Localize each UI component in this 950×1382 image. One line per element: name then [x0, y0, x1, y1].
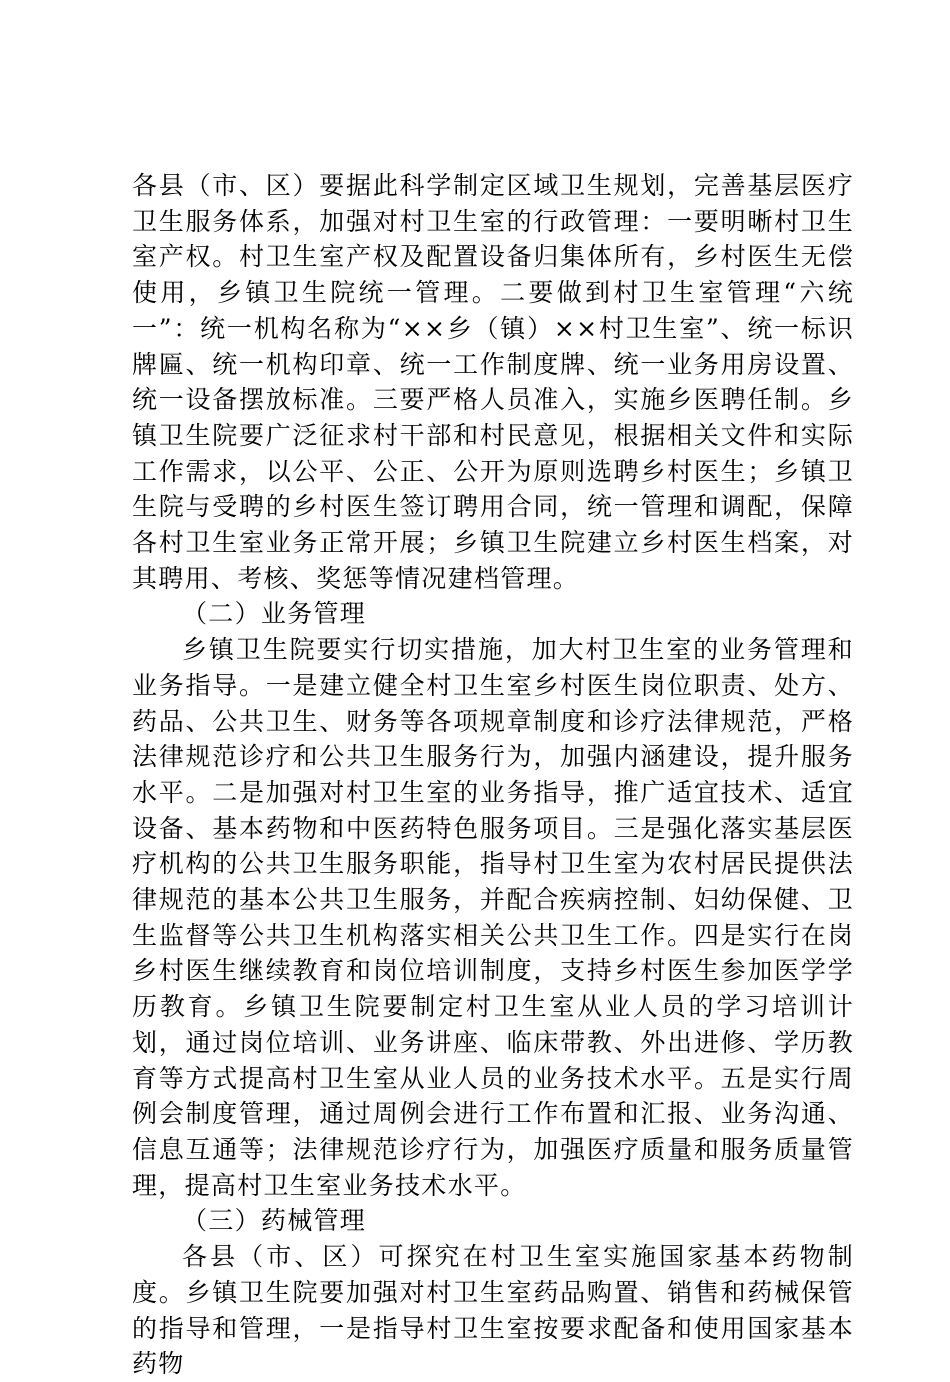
paragraph-business-management: 乡镇卫生院要实行切实措施，加大村卫生室的业务管理和业务指导。一是建立健全村卫生室乡村医生岗位职责、处方、药品、公共卫生、财务等各项规章制度和诊疗法律规范，严格法律规范诊疗和公共卫生服务行为，加强内涵建设，提升服务水平。二是加强对村卫生室的业务指导，推广适宜技术、适宜设备、基本药物和中医药特色服务项目。三是强化落实基层医疗机构的公共卫生服务职能，指导村卫生室为农村居民提供法律规范的基本公共卫生服务，并配合疾病控制、妇幼保健、卫生监督等公共卫生机构落实相关公共卫生工作。四是实行在岗乡村医生继续教育和岗位培训制度，支持乡村医生参加医学学历教育。乡镇卫生院要制定村卫生室从业人员的学习培训计划，通过岗位培训、业务讲座、临床带教、外出进修、学历教育等方式提高村卫生室从业人员的业务技术水平。五是实行周例会制度管理，通过周例会进行工作布置和汇报、业务沟通、信息互通等；法律规范诊疗行为，加强医疗质量和服务质量管理，提高村卫生室业务技术水平。	[132, 635, 854, 1200]
paragraph-drug-equipment-management: 各县（市、区）可探究在村卫生室实施国家基本药物制度。乡镇卫生院要加强对村卫生室药品购置、销售和药械保管的指导和管理，一是指导村卫生室按要求配备和使用国家基本药物	[132, 1242, 854, 1379]
section-heading-drug-equipment-management: （三）药械管理	[182, 1206, 367, 1236]
document-body	[132, 168, 854, 1382]
paragraph-village-clinic-administration: 各县（市、区）要据此科学制定区域卫生规划，完善基层医疗卫生服务体系，加强对村卫生室的行政管理：一要明晰村卫生室产权。村卫生室产权及配置设备归集体所有，乡村医生无偿使用，乡镇卫生院统一管理。二要做到村卫生室管理“六统一”：统一机构名称为“××乡（镇）××村卫生室”、统一标识牌匾、统一机构印章、统一工作制度牌、统一业务用房设置、统一设备摆放标准。三要严格人员准入，实施乡医聘任制。乡镇卫生院要广泛征求村干部和村民意见，根据相关文件和实际工作需求，以公平、公正、公开为原则选聘乡村医生；乡镇卫生院与受聘的乡村医生签订聘用合同，统一管理和调配，保障各村卫生室业务正常开展；乡镇卫生院建立乡村医生档案，对其聘用、考核、奖惩等情况建档管理。	[132, 171, 854, 593]
section-heading-business-management: （二）业务管理	[182, 599, 367, 629]
